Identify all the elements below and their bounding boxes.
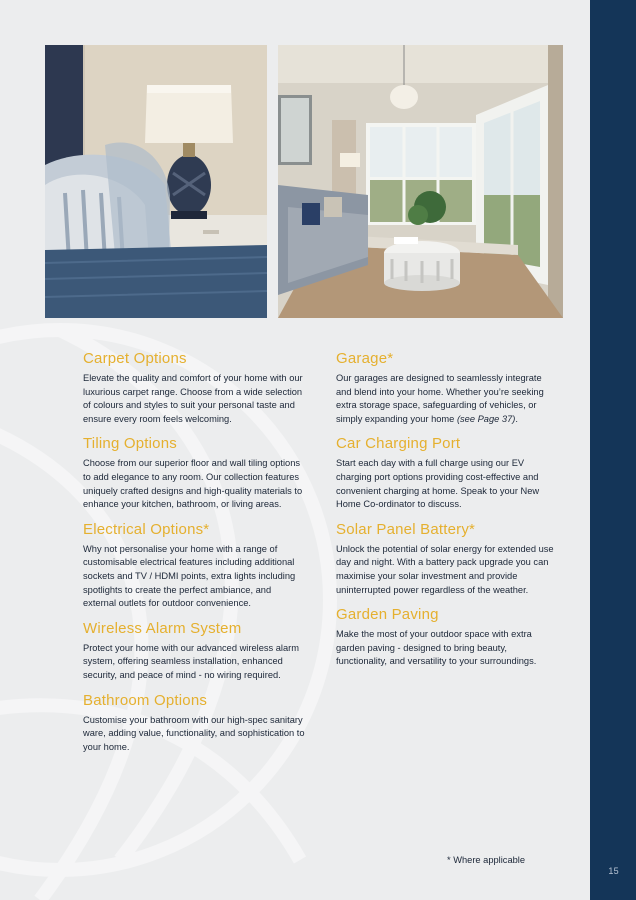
section-electrical-options (83, 520, 305, 611)
section-text: Customise your bathroom with our high-spec sanitary ware, adding value, functionality, and sophistication to your home. (83, 714, 305, 752)
section-text: Protect your home with our advanced wireless alarm system, offering seamless installation, enhanced security, and peace of mind - no wiring required. (83, 642, 299, 680)
section-title: Garage* (336, 350, 394, 367)
section-text: Make the most of your outdoor space with extra garden paving - designed to bring beauty, functionality, and versatility to your surroundings. (336, 629, 537, 667)
footnote: * Where applicable (447, 855, 526, 865)
section-wireless-alarm-system (83, 619, 305, 683)
section-title: Tiling Options (83, 435, 177, 453)
section-title: Car Charging Port (336, 435, 461, 453)
section-text: Choose from our superior floor and wall tiling options to add elegance to any room. Our collection features uniquely crafted designs and high-quality materials to enhance your kitchen, bathroom, or living areas. (83, 458, 303, 510)
section-title: Bathroom Options (83, 691, 208, 709)
section-text: Unlock the potential of solar energy for extended use day and night. With a battery pack upgrade you can maximise your solar investment and provide uninterrupted power regardless of the weather. (336, 543, 554, 595)
section-solar-panel-battery (336, 520, 558, 597)
section-text-body: Our garages are designed to seamlessly integrate and blend into your home. Whether you’re seeking extra storage space, safeguarding of vehicles, or simply expanding your home (336, 373, 544, 424)
section-title: Solar Panel Battery* (336, 520, 476, 538)
living-room-photo (278, 45, 563, 318)
section-title: Carpet Options (83, 350, 187, 367)
section-text: Start each day with a full charge using our EV charging port options providing cost-effective and convenient charging at home. Speak to your New Home Co-ordinator to discuss. (336, 458, 540, 510)
section-tiling-options (83, 434, 305, 511)
section-title: Garden Paving (336, 606, 439, 624)
left-column (83, 349, 305, 762)
sentence-end: . (515, 413, 518, 424)
section-title: Electrical Options* (83, 520, 210, 538)
section-carpet-options (83, 349, 305, 426)
section-car-charging-port (336, 434, 558, 511)
section-text (336, 372, 558, 426)
section-title: Wireless Alarm System (83, 619, 242, 637)
page-number: 15 (608, 866, 619, 876)
right-column (336, 349, 558, 677)
bedroom-lamp-photo (45, 45, 267, 318)
page-reference: (see Page 37) (456, 413, 516, 424)
section-text: Why not personalise your home with a range of customisable electrical features including additional sockets and TV / HDMI points, extra lights including spotlights to create the perfect ambiance, and external outlets for outdoor convenience. (83, 543, 296, 609)
navy-sidebar (590, 0, 636, 900)
section-garden-paving (336, 605, 558, 669)
section-bathroom-options (83, 691, 305, 755)
section-text: Elevate the quality and comfort of your home with our luxurious carpet range. Choose from a wide selection of colours and styles to suit your personal taste and ensure every room feels welcoming. (83, 373, 303, 424)
section-garage (336, 349, 558, 426)
